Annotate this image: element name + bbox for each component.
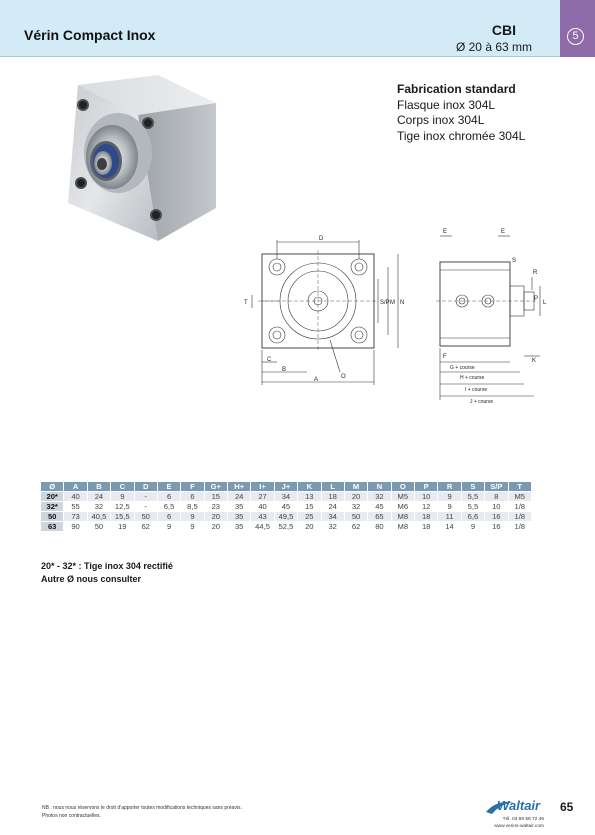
table-cell: 62 [344, 522, 367, 532]
column-header: M [344, 482, 367, 492]
table-cell: 40 [251, 502, 274, 512]
table-cell: 15 [298, 502, 321, 512]
table-cell: 15 [204, 492, 227, 502]
disclaimer-line: Photos non contractuelles. [42, 813, 101, 819]
table-cell: 6,6 [461, 512, 484, 522]
disclaimer-line: NB : nous nous réservons le droit d’apporter toutes modifications techniques sans préavis. [42, 805, 242, 811]
table-cell: 35 [228, 502, 251, 512]
section-tab [560, 0, 595, 57]
column-header: A [64, 482, 87, 492]
column-header: O [391, 482, 414, 492]
footer-disclaimer [42, 804, 242, 820]
dim-label-i: I + course [465, 387, 488, 393]
column-header: I+ [251, 482, 274, 492]
table-cell: M5 [391, 492, 414, 502]
table-cell: 9 [438, 492, 461, 502]
table-cell: 8 [485, 492, 508, 502]
table-cell: 16 [485, 522, 508, 532]
spec-line: Flasque inox 304L [397, 97, 496, 112]
column-header: J+ [274, 482, 297, 492]
table-cell: 24 [228, 492, 251, 502]
dim-label-p: P [534, 296, 539, 302]
column-header: T [508, 482, 532, 492]
table-cell: 9 [461, 522, 484, 532]
table-cell: M5 [508, 492, 532, 502]
table-cell: 24 [87, 492, 110, 502]
table-cell: 40 [64, 492, 87, 502]
note-line: 20* - 32* : Tige inox 304 rectifié [41, 561, 173, 571]
table-cell: 10 [485, 502, 508, 512]
table-cell: 27 [251, 492, 274, 502]
column-header: S/P [485, 482, 508, 492]
spec-line: Corps inox 304L [397, 113, 485, 127]
table-cell-diameter: 63 [41, 522, 64, 532]
dim-label-t: T [244, 300, 248, 306]
table-cell: 6,5 [157, 502, 180, 512]
column-header: Ø [41, 482, 64, 492]
table-cell: 50 [134, 512, 157, 522]
table-cell: 18 [321, 492, 344, 502]
dim-label-o: O [341, 374, 346, 380]
dim-label-s: S [512, 258, 517, 264]
table-cell: 20 [204, 512, 227, 522]
table-cell: - [134, 492, 157, 502]
table-cell: 9 [181, 522, 204, 532]
spec-heading: Fabrication standard [397, 82, 516, 96]
table-cell: 43 [251, 512, 274, 522]
dim-label-a: A [314, 377, 319, 383]
page-header [0, 0, 560, 57]
brand-name: Waltair [497, 798, 541, 813]
table-cell: 6 [157, 492, 180, 502]
column-header: K [298, 482, 321, 492]
table-cell: M6 [391, 502, 414, 512]
table-cell: 9 [111, 492, 134, 502]
column-header: B [87, 482, 110, 492]
dim-label-e: E [501, 229, 506, 235]
table-cell: 13 [298, 492, 321, 502]
table-cell: 11 [438, 512, 461, 522]
table-cell: 25 [298, 512, 321, 522]
table-cell: 50 [87, 522, 110, 532]
table-cell: 18 [415, 512, 438, 522]
dim-label-g: G + course [450, 365, 475, 371]
spec-line: Tige inox chromée 304L [397, 128, 526, 143]
table-cell: 49,5 [274, 512, 297, 522]
dim-label-b: B [282, 367, 287, 373]
table-cell: 20 [204, 522, 227, 532]
page-title: Vérin Compact Inox [24, 27, 156, 43]
table-row [41, 502, 532, 512]
table-cell: 24 [321, 502, 344, 512]
table-cell: 20 [298, 522, 321, 532]
table-cell: 5,5 [461, 502, 484, 512]
table-cell: 40,5 [87, 512, 110, 522]
table-cell: 34 [274, 492, 297, 502]
dim-label-n: N [400, 300, 405, 306]
contact-info [490, 816, 544, 830]
table-cell: 5,5 [461, 492, 484, 502]
dim-label-j: J + course [470, 399, 494, 405]
dim-label-f: F [443, 354, 447, 360]
column-header: R [438, 482, 461, 492]
table-cell-diameter: 20* [41, 492, 64, 502]
table-cell: 1/8 [508, 522, 532, 532]
dim-label-c: C [267, 357, 272, 363]
page-number: 65 [560, 800, 574, 814]
dim-label-d: D [319, 236, 324, 242]
table-cell: 1/8 [508, 512, 532, 522]
table-cell: 16 [485, 512, 508, 522]
table-cell-diameter: 32* [41, 502, 64, 512]
table-cell: 6 [181, 492, 204, 502]
column-header: E [157, 482, 180, 492]
dim-label-e: E [443, 229, 448, 235]
table-cell: 9 [438, 502, 461, 512]
table-cell: 52,5 [274, 522, 297, 532]
dimensions-table [40, 481, 532, 532]
table-cell: 9 [181, 512, 204, 522]
table-cell: 45 [274, 502, 297, 512]
table-cell: 20 [344, 492, 367, 502]
table-cell: 35 [228, 522, 251, 532]
website-link[interactable]: www.verins-waltair.com [494, 824, 544, 829]
column-header: P [415, 482, 438, 492]
table-cell: 32 [321, 522, 344, 532]
dim-label-k: K [532, 358, 537, 364]
table-cell: 10 [415, 492, 438, 502]
table-cell: 8,5 [181, 502, 204, 512]
table-row [41, 512, 532, 522]
table-cell: 62 [134, 522, 157, 532]
table-cell: 19 [111, 522, 134, 532]
column-header: L [321, 482, 344, 492]
table-cell: 80 [368, 522, 391, 532]
notes [41, 560, 173, 586]
note-line: Autre Ø nous consulter [41, 574, 142, 584]
diameter-range: Ø 20 à 63 mm [455, 40, 532, 54]
column-header: C [111, 482, 134, 492]
table-header-row [41, 482, 532, 492]
table-row [41, 492, 532, 502]
section-number: 5 [567, 28, 584, 45]
dim-label-sp: S/P [380, 300, 390, 306]
technical-drawing [240, 222, 555, 407]
table-cell: 32 [87, 502, 110, 512]
column-header: G+ [204, 482, 227, 492]
column-header: S [461, 482, 484, 492]
column-header: H+ [228, 482, 251, 492]
table-cell: 9 [157, 522, 180, 532]
table-cell: 6 [157, 512, 180, 522]
column-header: N [368, 482, 391, 492]
table-cell: 32 [344, 502, 367, 512]
table-cell: 45 [368, 502, 391, 512]
table-cell: 12,5 [111, 502, 134, 512]
table-cell: 90 [64, 522, 87, 532]
table-row [41, 522, 532, 532]
table-cell: 65 [368, 512, 391, 522]
table-cell: 34 [321, 512, 344, 522]
dim-label-r: R [533, 270, 538, 276]
product-code: CBI [491, 22, 516, 38]
phone: Tél. 03 89 58 72 46 [502, 817, 544, 822]
product-photo [66, 73, 216, 241]
table-cell: 18 [415, 522, 438, 532]
table-cell: 12 [415, 502, 438, 512]
table-cell: 55 [64, 502, 87, 512]
table-cell: 73 [64, 512, 87, 522]
table-cell-diameter: 50 [41, 512, 64, 522]
dim-label-h: H + course [460, 375, 485, 381]
table-cell: 35 [228, 512, 251, 522]
table-cell: - [134, 502, 157, 512]
table-cell: 1/8 [508, 502, 532, 512]
column-header: D [134, 482, 157, 492]
dim-label-m: M [390, 300, 395, 306]
table-cell: 23 [204, 502, 227, 512]
table-cell: 14 [438, 522, 461, 532]
table-cell: 44,5 [251, 522, 274, 532]
specifications [397, 82, 525, 144]
table-cell: M8 [391, 522, 414, 532]
table-cell: M8 [391, 512, 414, 522]
table-cell: 32 [368, 492, 391, 502]
table-cell: 15,5 [111, 512, 134, 522]
column-header: F [181, 482, 204, 492]
table-cell: 50 [344, 512, 367, 522]
dim-label-l: L [543, 300, 547, 306]
